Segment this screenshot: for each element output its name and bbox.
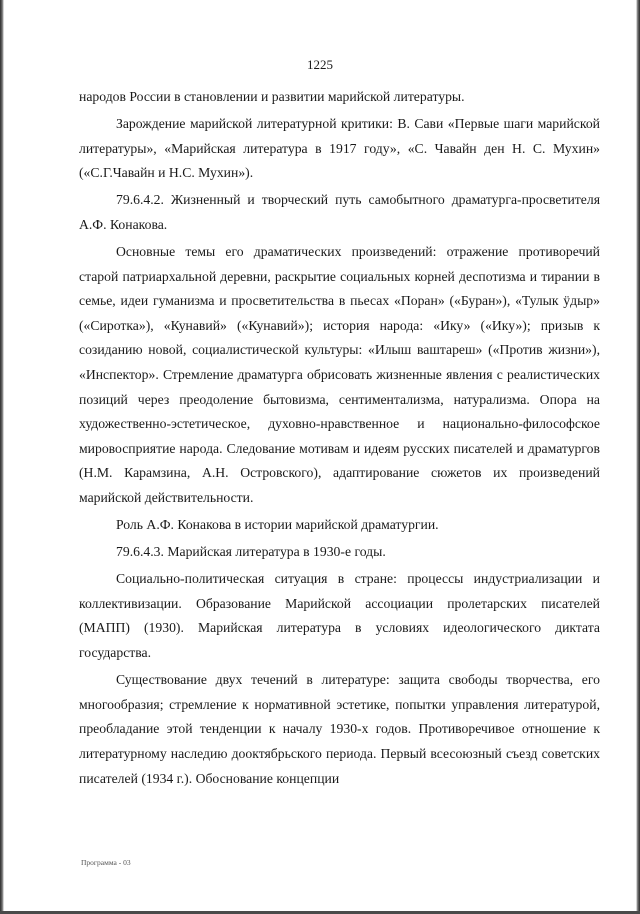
paragraph: Зарождение марийской литературной критики: В. Сави «Первые шаги марийской литературы», «Марийская литература в 1917 году», «С. Чавайн ден Н. С. Мухин» («С.Г.Чавайн и Н.С. Мухин»). <box>79 116 600 181</box>
section-heading: 79.6.4.2. Жизненный и творческий путь самобытного драматурга-просветителя А.Ф. Конакова. <box>79 192 600 232</box>
scan-edge-left <box>0 0 4 914</box>
document-body <box>79 85 600 794</box>
paragraph: народов России в становлении и развитии марийской литературы. <box>79 89 465 104</box>
paragraph: Существование двух течений в литературе: защита свободы творчества, его многообразия; стремление к нормативной эстетике, попытки управления литературой, преобладание этой тенденции к началу 1930-х годов. Противоречивое отношение к литературному наследию дооктябрьского периода. Первый всесоюзный съезд советских писателей (1934 г.). Обоснование концепции <box>79 672 600 786</box>
footer-note: Программа - 03 <box>81 858 131 867</box>
page-number: 1225 <box>307 57 333 72</box>
paragraph: Роль А.Ф. Конакова в истории марийской драматургии. <box>116 517 439 533</box>
scan-edge-right <box>636 0 640 914</box>
paragraph: Социально-политическая ситуация в стране: процессы индустриализации и коллективизации. Образование Марийской ассоциации пролетарских писателей (МАПП) (1930). Марийская литература в условиях идеологического диктата государства. <box>79 571 600 661</box>
paragraph: Основные темы его драматических произведений: отражение противоречий старой патриархальной деревни, раскрытие социальных корней деспотизма и тирании в семье, идеи гуманизма и просветительства в пьесах «Поран» («Буран»), «Тулык ӱдыр» («Сиротка»), «Кунавий» («Кунавий»); история народа: «Ику» («Ику»); призыв к созиданию новой, социалистической культуры: «Илыш ваштареш» («Против жизни»), «Инспектор». Стремление драматурга обрисовать жизненные явления с реалистических позиций через преодоление бытовизма, сентиментализма, натурализма. Опора на художественно-эстетическое, духовно-нравственное и национально-философское мировосприятие народа. Следование мотивам и идеям русских писателей и драматургов (Н.М. Карамзина, А.Н. Островского), адаптирование сюжетов их произведений марийской действительности. <box>79 244 600 505</box>
section-heading: 79.6.4.3. Марийская литература в 1930-е годы. <box>116 544 386 560</box>
